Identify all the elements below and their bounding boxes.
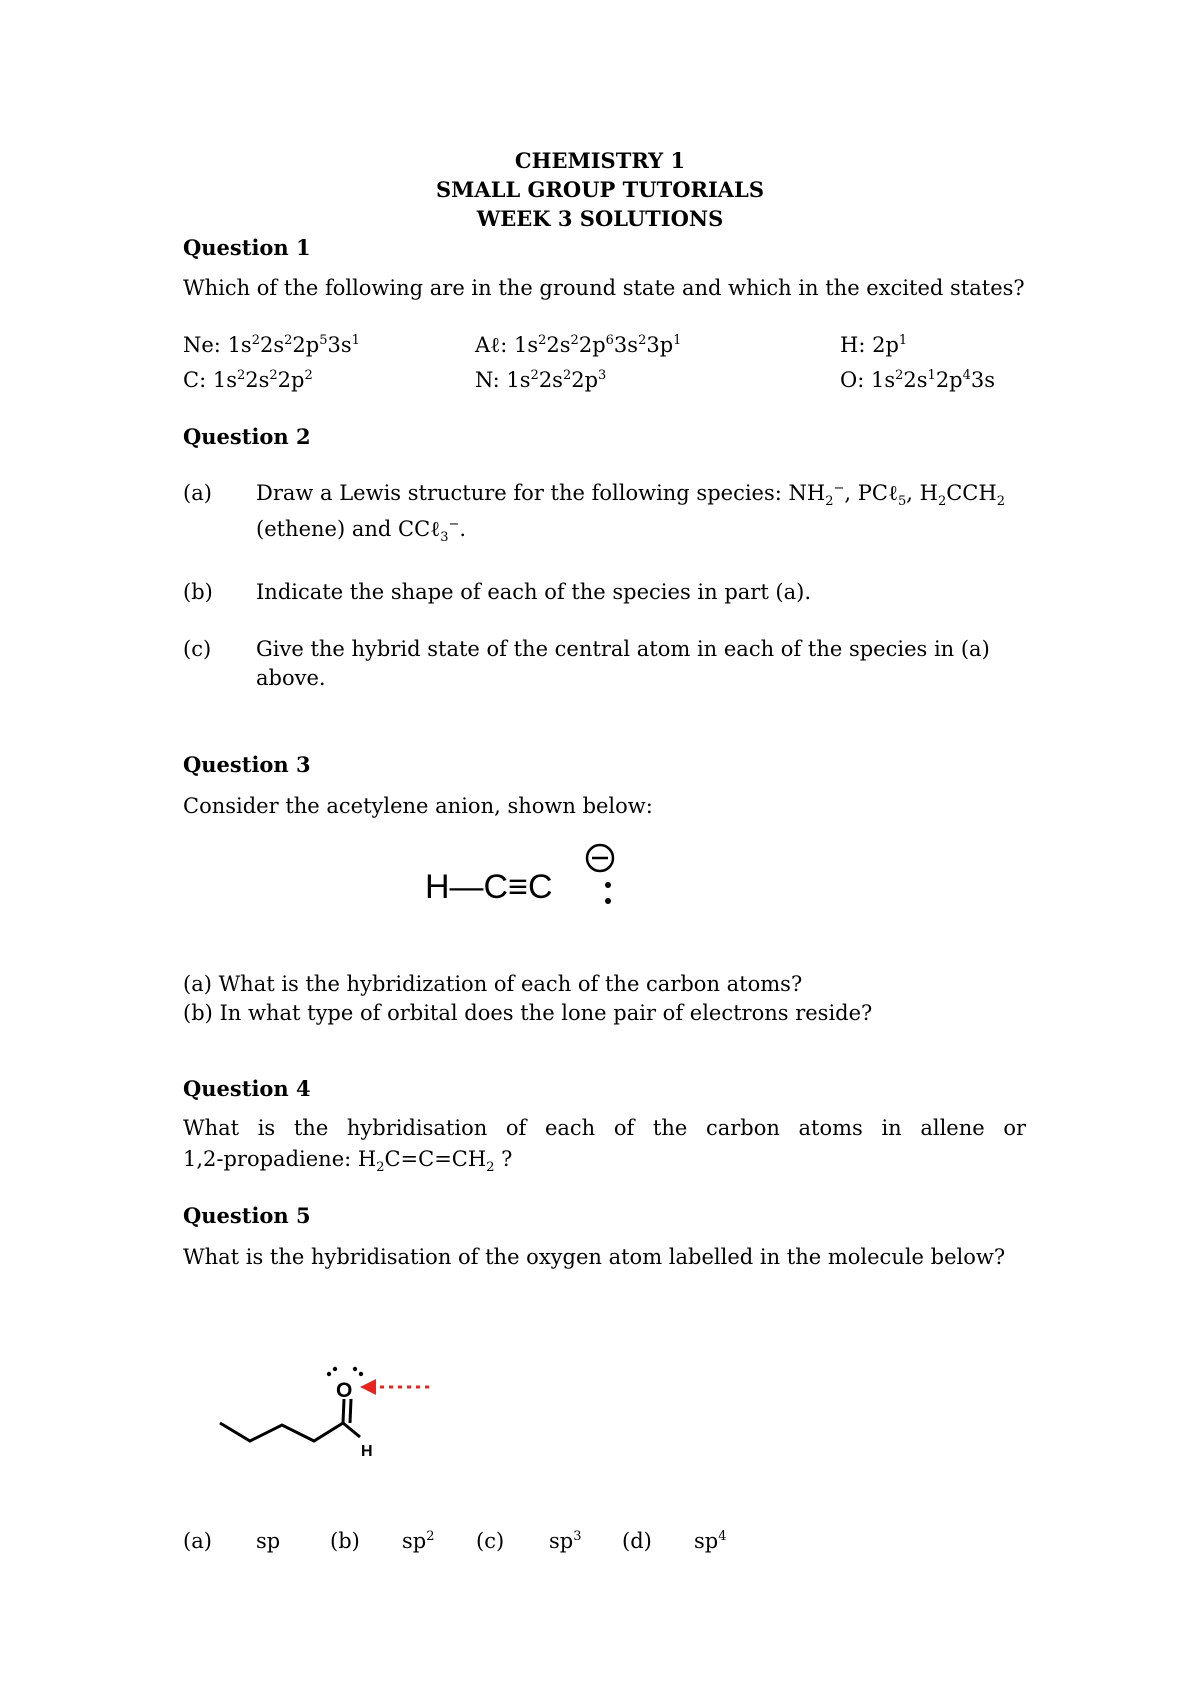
question-2c-text-cont: above. <box>256 666 326 690</box>
question-1-heading: Question 1 <box>183 235 311 260</box>
red-dotted-arrow-icon <box>360 1379 432 1395</box>
question-4-text: What is the hybridisation of each of the carbon atoms in allene or <box>183 1116 1026 1140</box>
option-c-value: $sp^3$ <box>549 1529 582 1553</box>
question-4-text-cont: 1,2-propadiene: $H_2C=C=CH_2$ ? <box>183 1147 513 1176</box>
acetylene-anion-structure <box>420 838 650 916</box>
oxygen-lone-pairs-icon <box>327 1367 363 1376</box>
question-2a-label: (a) <box>183 481 212 505</box>
option-c-label: (c) <box>476 1529 505 1553</box>
config-c: C: $1s^22s^22p^2$ <box>183 368 313 392</box>
question-2c-label: (c) <box>183 637 212 661</box>
doc-subtitle: SMALL GROUP TUTORIALS <box>435 177 764 202</box>
oxygen-atom-label: O <box>336 1379 353 1402</box>
lone-pair-icon <box>605 882 611 904</box>
negative-charge-icon <box>587 845 613 871</box>
option-b-label: (b) <box>330 1529 360 1553</box>
config-ne: Ne: $1s^22s^22p^53s^1$ <box>183 333 360 357</box>
pentanal-structure <box>210 1355 450 1465</box>
question-1-prompt: Which of the following are in the ground state and which in the excited states? <box>183 276 1025 300</box>
question-2-heading: Question 2 <box>183 424 311 449</box>
question-2a-text-cont: (ethene) and CCℓ$_3$−. <box>256 517 467 546</box>
option-d-label: (d) <box>622 1529 652 1553</box>
option-d-value: $sp^4$ <box>694 1529 727 1553</box>
option-a-label: (a) <box>183 1529 212 1553</box>
doc-title: CHEMISTRY 1 <box>514 148 686 173</box>
question-3b-text: (b) In what type of orbital does the lone pair of electrons reside? <box>183 1001 873 1025</box>
config-al: Aℓ: $1s^22s^22p^63s^23p^1$ <box>475 333 682 357</box>
question-2c-text: Give the hybrid state of the central atom in each of the species in (a) <box>256 637 990 661</box>
question-4-heading: Question 4 <box>183 1076 311 1101</box>
hydrogen-atom-label: H <box>361 1443 373 1460</box>
question-5-heading: Question 5 <box>183 1203 311 1228</box>
question-3-prompt: Consider the acetylene anion, shown below: <box>183 794 653 818</box>
question-3a-text: (a) What is the hybridization of each of the carbon atoms? <box>183 972 803 996</box>
question-2b-text: Indicate the shape of each of the species in part (a). <box>256 580 812 604</box>
question-2a-text: Draw a Lewis structure for the following species: $NH_2^-$, PCℓ$_5$, $H_2CCH_2$ <box>256 481 1005 510</box>
config-o: O: $1s^22s^12p^43s$ <box>840 368 996 392</box>
option-b-value: $sp^2$ <box>402 1529 435 1553</box>
question-2b-label: (b) <box>183 580 213 604</box>
question-5-prompt: What is the hybridisation of the oxygen atom labelled in the molecule below? <box>183 1245 1006 1269</box>
doc-week: WEEK 3 SOLUTIONS <box>476 206 724 231</box>
config-h: H: $2p^1$ <box>840 333 908 357</box>
config-n: N: $1s^22s^22p^3$ <box>475 368 607 392</box>
question-3-heading: Question 3 <box>183 752 311 777</box>
acetylene-formula: H—C≡C <box>425 868 553 906</box>
option-a-value: sp <box>256 1529 281 1553</box>
carbon-chain <box>220 1399 360 1441</box>
